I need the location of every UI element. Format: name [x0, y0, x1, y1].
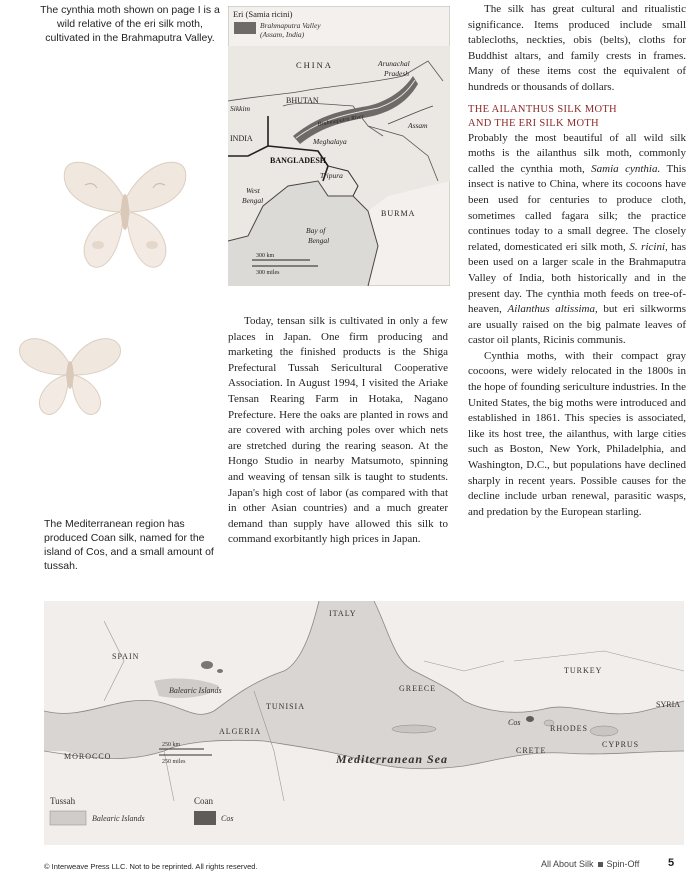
cynthia-moth-illustration — [50, 150, 200, 280]
med-scale-miles: 250 miles — [162, 759, 186, 765]
label-mediterranean-sea: Mediterranean Sea — [336, 752, 449, 766]
label-bay-of-bengal-2: Bengal — [308, 236, 330, 245]
label-morocco: MOROCCO — [64, 752, 112, 761]
paragraph-significance: The silk has great cultural and ritualistic significance. Items produced include small tablecloths, neckties, obis (belts), cloths for Buddhist altars, and family crests in frames. Many of these items cost the equivalent of hundreds or thousands of dollars. — [468, 3, 686, 93]
label-turkey: TURKEY — [564, 666, 603, 675]
label-bhutan: BHUTAN — [286, 96, 319, 105]
label-west-bengal-2: Bengal — [242, 196, 264, 205]
label-bay-of-bengal-1: Bay of — [306, 226, 326, 235]
paragraph-tensan: Today, tensan silk is cultivated in only a few places in Japan. One firm producing and marketing the finished products is the Shiga Prefectural Tussah Sericultural Cooperative Association. In August 1994, I visited the Ariake Tensan Rearing Farm in Hotaka, Nagano Prefecture. Here the oaks are planted in rows and are covered with arching poles over which nets are stretched during the rearing season. At the Hongo Studio in nearby Matsumoto, spinning and weaving of tensan silk is taught to students. Japan's high cost of labor (as compared with that in other Asian countries) and a much greater demand than supply have allowed this silk to command exorbitantly high prices in Japan. — [228, 315, 448, 546]
label-china: CHINA — [296, 60, 333, 70]
footer-publication — [541, 859, 639, 869]
label-tunisia: TUNISIA — [266, 702, 305, 711]
label-sikkim: Sikkim — [230, 104, 250, 113]
mediterranean-map — [44, 601, 684, 845]
label-bangladesh: BANGLADESH — [270, 156, 327, 165]
legend-tussah-title: Tussah — [50, 796, 76, 806]
india-map-legend-title: Eri (Samia ricini) — [233, 9, 293, 19]
label-rhodes: RHODES — [550, 724, 589, 733]
label-algeria: ALGERIA — [219, 727, 262, 736]
legend-tussah-item: Balearic Islands — [92, 814, 145, 823]
india-scale-km: 300 km — [256, 253, 275, 259]
mediterranean-caption: The Mediterranean region has produced Coan silk, named for the island of Cos, and a small amount of tussah. — [44, 518, 214, 572]
moth-caption: The cynthia moth shown on page I is a wild relative of the eri silk moth, cultivated in the Brahmaputra Valley. — [40, 4, 220, 44]
article-column-2 — [228, 314, 448, 548]
footer-magazine: Spin-Off — [606, 859, 640, 869]
paragraph-ailanthus — [468, 131, 686, 349]
label-arunachal-2: Pradesh — [384, 69, 409, 78]
label-cyprus: CYPRUS — [602, 740, 640, 749]
label-crete: CRETE — [516, 746, 547, 755]
india-map-legend-item-1: Brahmaputra Valley — [260, 21, 321, 30]
heading-line-1: THE AILANTHUS SILK MOTH — [468, 103, 617, 115]
label-cos: Cos — [508, 718, 521, 727]
label-west-bengal-1: West — [246, 186, 260, 195]
label-meghalaya: Meghalaya — [313, 137, 347, 146]
text-run: Probably the most beautiful of all wild silk moths is the ailanthus silk moth, commonly called the cynthia moth, — [468, 131, 686, 175]
section-heading — [468, 103, 686, 131]
footer-publication-title: All About Silk — [541, 859, 594, 869]
label-burma: BURMA — [381, 209, 416, 218]
text-run: This insect is native to China, where its cocoons have been used for centuries to produce cloth, sometimes called fagara silk; the practice continues today to a small degree. The closely related, domesticated eri silk moth, — [468, 162, 687, 253]
label-india: INDIA — [230, 134, 253, 143]
india-scale-miles: 300 miles — [256, 270, 280, 276]
page-number: 5 — [668, 857, 675, 869]
text-run: but eri silkworms are usually raised on the big palmate leaves of castor oil plants, Ricinis communis. — [468, 303, 687, 347]
med-scale-km: 250 km — [162, 742, 181, 748]
italic-run: Ailanthus altissima, — [507, 303, 598, 316]
label-balearic: Balearic Islands — [169, 686, 222, 695]
label-spain: SPAIN — [112, 652, 140, 661]
label-brahmaputra-river: Brahmaputra River — [317, 113, 365, 128]
article-column-3 — [468, 2, 686, 520]
italic-run: Samia cynthia. — [591, 162, 661, 175]
label-assam: Assam — [408, 121, 428, 130]
eri-moth-illustration — [10, 325, 130, 425]
legend-coan-title: Coan — [194, 796, 213, 806]
label-syria: SYRIA — [656, 700, 681, 709]
text-run: has been used on a larger scale in the Brahmaputra Valley of India, both historically and in the present day. The cynthia moth feeds on tree-of-heaven, — [468, 240, 686, 316]
label-italy: ITALY — [329, 609, 357, 618]
label-greece: GREECE — [399, 684, 437, 693]
footer-copyright: © Interweave Press LLC. Not to be reprinted. All rights reserved. — [44, 862, 258, 871]
legend-coan-item: Cos — [221, 814, 234, 823]
label-arunachal-1: Arunachal — [378, 59, 410, 68]
italic-run: S. ricini, — [629, 240, 668, 253]
india-map-legend-item-2: (Assam, India) — [260, 30, 305, 39]
label-tripura: Tripura — [320, 171, 343, 180]
heading-line-2: AND THE ERI SILK MOTH — [468, 117, 599, 129]
paragraph-cynthia-relocation: Cynthia moths, with their compact gray cocoons, were widely relocated in the 1800s in the hope of founding sericulture industries. In the United States, the big moths were introduced and established in 1861. This species is associated, like its host tree, the ailanthus, with large cities such as Boston, New York, Philadelphia, and Washington, D.C., but populations have declined sharply in recent years. Possible causes for the decline include urban renewal, parasitic wasps, and predation by the European starling. — [468, 349, 686, 518]
india-eri-map — [228, 6, 450, 286]
